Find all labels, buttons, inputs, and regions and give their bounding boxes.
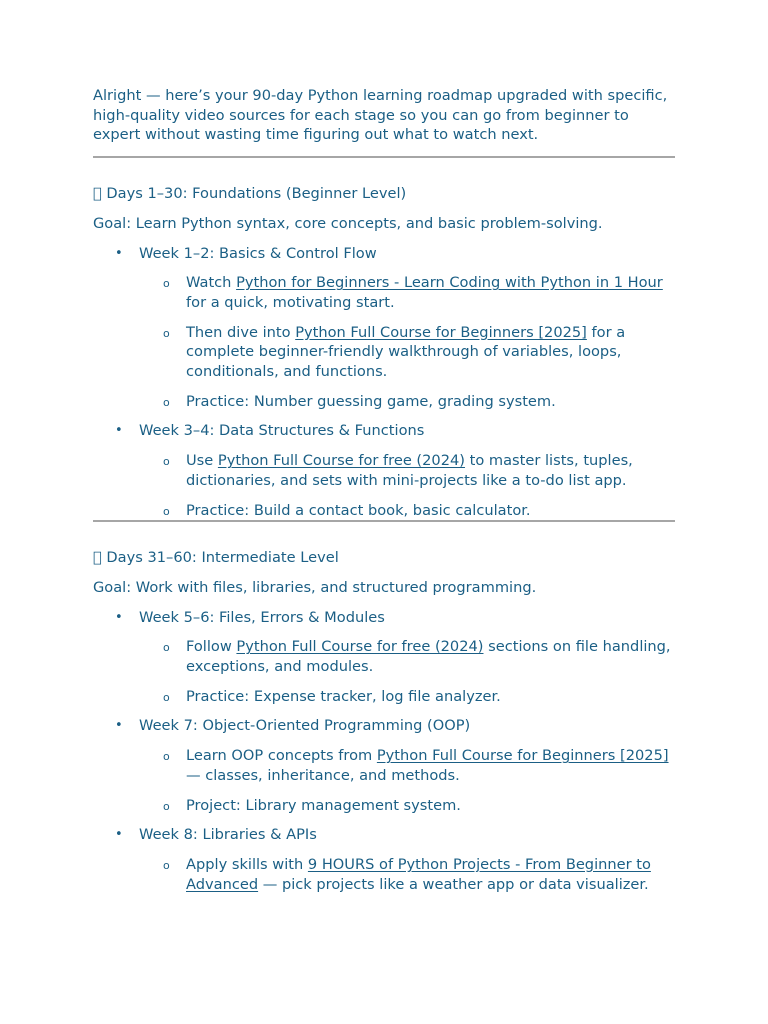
heading-icon:   xyxy=(93,549,102,567)
list-item xyxy=(139,323,675,382)
sub-bullet: o xyxy=(163,750,170,764)
week-item xyxy=(93,716,675,815)
list-item xyxy=(139,637,675,676)
list-item xyxy=(139,501,675,521)
item-list xyxy=(139,273,675,411)
item-text: Practice: Expense tracker, log file analyzer. xyxy=(186,687,501,705)
sub-bullet: o xyxy=(163,690,170,704)
bullet-dot: • xyxy=(115,718,123,734)
heading-icon:   xyxy=(93,185,102,203)
week-title: Week 7: Object-Oriented Programming (OOP) xyxy=(139,717,471,735)
bullet-dot: • xyxy=(115,423,123,439)
item-text: Project: Library management system. xyxy=(186,796,461,814)
list-item xyxy=(139,451,675,490)
bullet-dot: • xyxy=(115,609,123,625)
item-text-after: sections on file handling, exceptions, and modules. xyxy=(186,638,671,676)
item-text-after: to master lists, tuples, dictionaries, and sets with mini-projects like a to-do list app. xyxy=(186,452,633,489)
week-title: Week 3–4: Data Structures & Functions xyxy=(139,422,425,440)
section-heading xyxy=(93,184,675,204)
sub-bullet: o xyxy=(163,326,170,340)
item-text: Then dive into xyxy=(186,323,296,341)
item-text: Apply skills with xyxy=(186,855,308,873)
item-list xyxy=(139,855,675,894)
bullet-dot: • xyxy=(115,827,123,843)
week-title: Week 1–2: Basics & Control Flow xyxy=(139,244,377,262)
sections-container xyxy=(93,184,675,894)
video-link[interactable]: 9 HOURS of Python Projects - From Beginner to Advanced xyxy=(186,855,651,893)
week-title: Week 8: Libraries & APIs xyxy=(139,826,317,844)
sub-bullet: o xyxy=(163,455,170,469)
week-item xyxy=(93,244,675,412)
item-text-after: for a complete beginner-friendly walkthrough of variables, loops, conditionals, and functions. xyxy=(186,323,626,381)
list-item xyxy=(139,855,675,894)
week-item xyxy=(93,421,675,520)
video-link[interactable]: Python Full Course for free (2024) xyxy=(217,452,465,470)
divider xyxy=(93,156,675,158)
sub-bullet: o xyxy=(163,277,170,291)
week-item xyxy=(93,608,675,707)
section-heading-text: Days 1–30: Foundations (Beginner Level) xyxy=(106,185,407,203)
item-text-after: — pick projects like a weather app or data visualizer. xyxy=(258,875,649,893)
item-text-after: — classes, inheritance, and methods. xyxy=(186,766,460,784)
week-title: Week 5–6: Files, Errors & Modules xyxy=(139,608,385,626)
week-item xyxy=(93,825,675,894)
sub-bullet: o xyxy=(163,858,170,872)
section-heading xyxy=(93,548,675,568)
week-list xyxy=(93,244,675,521)
list-item xyxy=(139,392,675,412)
item-list xyxy=(139,637,675,706)
video-link[interactable]: Python for Beginners - Learn Coding with Python in 1 Hour xyxy=(236,274,663,292)
item-list xyxy=(139,746,675,815)
week-list xyxy=(93,608,675,895)
bullet-dot: • xyxy=(115,245,123,261)
sub-bullet: o xyxy=(163,799,170,813)
item-text-after: for a quick, motivating start. xyxy=(186,293,395,311)
list-item xyxy=(139,746,675,785)
sub-bullet: o xyxy=(163,641,170,655)
list-item xyxy=(139,796,675,816)
document-page xyxy=(93,86,675,894)
video-link[interactable]: Python Full Course for Beginners [2025] xyxy=(376,747,669,765)
divider xyxy=(93,520,675,522)
section-goal: Goal: Work with files, libraries, and structured programming. xyxy=(93,578,537,596)
item-text: Learn OOP concepts from xyxy=(186,747,377,765)
item-text: Watch xyxy=(186,274,237,292)
item-text: Follow xyxy=(186,638,237,656)
section-goal: Goal: Learn Python syntax, core concepts, and basic problem-solving. xyxy=(93,214,603,232)
intro-paragraph: Alright — here’s your 90-day Python learning roadmap upgraded with specific, high-quality video sources for each stage so you can go from beginner to expert without wasting time figuring out what to watch next. xyxy=(93,87,668,144)
item-list xyxy=(139,451,675,520)
list-item xyxy=(139,273,675,312)
section-heading-text: Days 31–60: Intermediate Level xyxy=(106,549,339,567)
item-text: Practice: Number guessing game, grading system. xyxy=(186,392,556,410)
list-item xyxy=(139,687,675,707)
item-text: Use xyxy=(186,452,218,470)
sub-bullet: o xyxy=(163,504,170,518)
video-link[interactable]: Python Full Course for free (2024) xyxy=(236,638,484,656)
sub-bullet: o xyxy=(163,395,170,409)
item-text: Practice: Build a contact book, basic calculator. xyxy=(186,501,531,519)
video-link[interactable]: Python Full Course for Beginners [2025] xyxy=(295,323,587,341)
